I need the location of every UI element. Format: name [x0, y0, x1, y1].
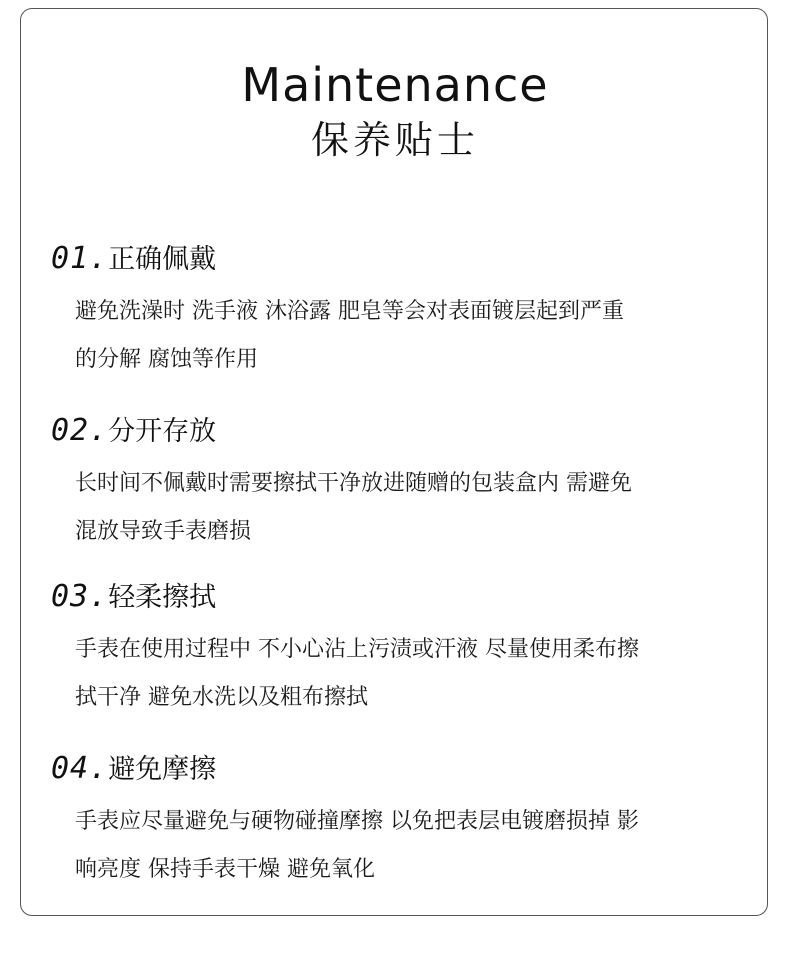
tip-heading-4 [51, 751, 741, 788]
tip-line: 混放导致手表磨损 [75, 519, 252, 544]
tip-line: 长时间不佩戴时需要擦拭干净放进随赠的包装盒内 需避免 [75, 471, 632, 496]
tip-number: 01. [51, 241, 109, 276]
tip-line: 的分解 腐蚀等作用 [75, 347, 258, 372]
tip-title: 轻柔擦拭 [108, 582, 217, 613]
tip-number: 02. [51, 413, 109, 448]
tip-section-2 [51, 413, 741, 556]
tip-line: 手表在使用过程中 不小心沾上污渍或汗液 尽量使用柔布擦 [75, 637, 639, 662]
maintenance-card [20, 8, 768, 916]
tip-body-3 [51, 626, 745, 722]
page-title-chinese: 保养贴士 [310, 118, 479, 162]
tip-line: 手表应尽量避免与硬物碰撞摩擦 以免把表层电镀磨损掉 影 [75, 809, 639, 834]
tip-heading-1 [51, 241, 741, 278]
tip-title: 避免摩擦 [108, 754, 217, 785]
tip-section-4 [51, 751, 741, 894]
tip-line: 拭干净 避免水洗以及粗布擦拭 [75, 685, 368, 710]
tip-section-1 [51, 241, 741, 384]
tip-section-3 [51, 579, 741, 722]
tip-title: 正确佩戴 [108, 244, 217, 275]
tip-body-4 [51, 798, 745, 894]
tip-heading-3 [51, 579, 741, 616]
tip-number: 03. [51, 579, 109, 614]
tip-title: 分开存放 [108, 416, 217, 447]
tip-heading-2 [51, 413, 741, 450]
page-title-english: Maintenance [241, 58, 549, 112]
tip-line: 避免洗澡时 洗手液 沐浴露 肥皂等会对表面镀层起到严重 [75, 299, 624, 324]
tip-line: 响亮度 保持手表干燥 避免氧化 [75, 857, 375, 882]
tip-body-2 [51, 460, 745, 556]
tip-number: 04. [51, 751, 109, 786]
tip-body-1 [51, 288, 745, 384]
